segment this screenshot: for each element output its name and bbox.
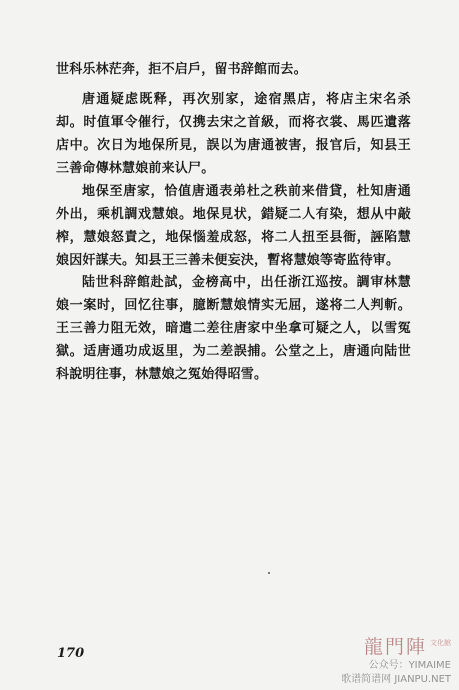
watermark-logo: 龍門陣 — [363, 636, 427, 658]
paragraph-3: 地保至唐家，恰值唐通表弟杜之秩前来借貸，杜知唐通外出，乘机調戏慧娘。地保見状，錯疑二人有染，想从中敲榨，慧娘怒責之，地保惱羞成怒，将二人扭至县衙，誣陷慧娘因奸謀夫。知县王三善未便妄決，暫将慧娘等寄监待审。 — [56, 184, 411, 268]
watermark-account: 公众号：YIMAIME — [368, 660, 451, 671]
watermark-tag: 文化館 — [430, 639, 451, 647]
watermark — [303, 630, 453, 686]
paragraph-4: 陆世科辞館赴試，金榜高中，出任浙江巡按。調审林慧娘一案时，回忆往事，臆断慧娘情实无屈，遂将二人判斬。王三善力阻无效，暗遣二差往唐家中坐拿可疑之人，以雪冤獄。适唐通功成返里，为二差誤捕。公堂之上，唐通向陆世科說明往事，林慧娘之冤始得昭雪。 — [56, 275, 411, 382]
paragraph-2: 唐通疑虑既释，再次别家，途宿黑店，将店主宋名杀却。时值軍令催行，仅携去宋之首級，而将衣裳、馬匹遺落店中。次日为地保所見，誤以为唐通被害，报官后，知县王三善命傳林慧娘前来认尸。 — [56, 92, 411, 176]
watermark-site: 歌谱简谱网 JIANPU.NET — [341, 674, 451, 685]
print-speck — [268, 572, 270, 574]
page-number: 170 — [57, 646, 85, 661]
paragraph-1: 世科乐林茫奔，拒不启戶，留书辞館而去。 — [56, 62, 307, 77]
